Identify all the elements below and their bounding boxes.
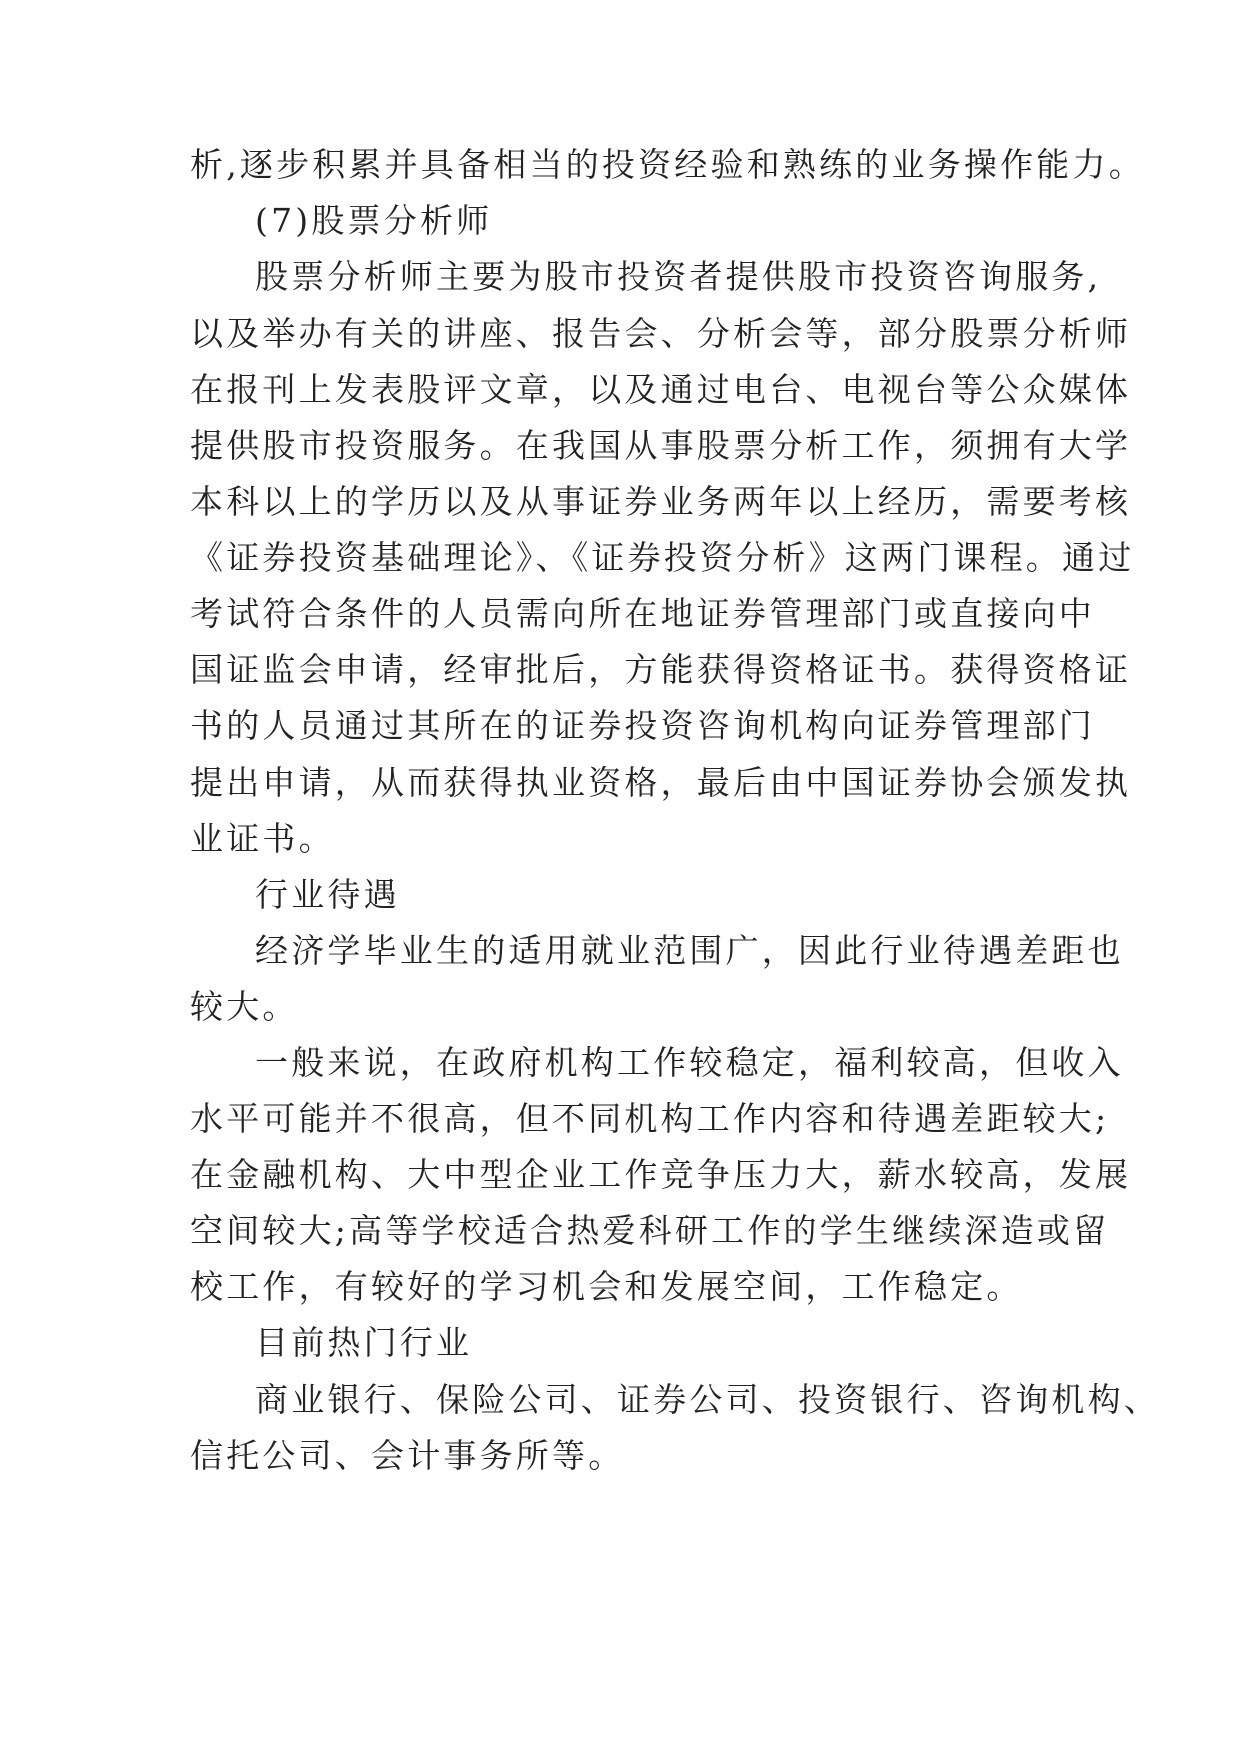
text-line: 以及举办有关的讲座、报告会、分析会等，部分股票分析师 [190,314,1132,353]
text-line: 析,逐步积累并具备相当的投资经验和熟练的业务操作能力。 [190,145,1145,184]
text-line: 经济学毕业生的适用就业范围广，因此行业待遇差距也 [255,931,1124,970]
text-line: 水平可能并不很高，但不同机构工作内容和待遇差距较大; [190,1099,1110,1138]
text-line: 一般来说，在政府机构工作较稳定，福利较高，但收入 [255,1043,1124,1082]
text-line: 信托公司、会计事务所等。 [190,1436,625,1475]
text-line: 考试符合条件的人员需向所在地证券管理部门或直接向中 [190,594,1095,633]
section-heading: 行业待遇 [255,875,400,914]
text-line: 校工作，有较好的学习机会和发展空间，工作稳定。 [190,1267,1023,1306]
text-line: 在报刊上发表股评文章，以及通过电台、电视台等公众媒体 [190,370,1132,409]
text-line: 业证书。 [190,819,335,858]
text-line: 商业银行、保险公司、证券公司、投资银行、咨询机构、 [255,1380,1160,1419]
text-line: 国证监会申请，经审批后，方能获得资格证书。获得资格证 [190,650,1132,689]
text-line: 书的人员通过其所在的证券投资咨询机构向证券管理部门 [190,706,1095,745]
text-line: 空间较大;高等学校适合热爱科研工作的学生继续深造或留 [190,1211,1110,1250]
section-heading: (7)股票分析师 [255,201,493,240]
text-line: 提供股市投资服务。在我国从事股票分析工作，须拥有大学 [190,426,1132,465]
text-line: 本科以上的学历以及从事证券业务两年以上经历，需要考核 [190,482,1132,521]
section-heading: 目前热门行业 [255,1323,473,1362]
text-line: 《证券投资基础理论》、《证券投资分析》这两门课程。通过 [190,538,1135,577]
text-line: 较大。 [190,987,299,1026]
text-line: 在金融机构、大中型企业工作竞争压力大，薪水较高，发展 [190,1155,1132,1194]
text-line: 股票分析师主要为股市投资者提供股市投资咨询服务, [255,257,1102,296]
text-line: 提出申请，从而获得执业资格，最后由中国证券协会颁发执 [190,763,1132,802]
